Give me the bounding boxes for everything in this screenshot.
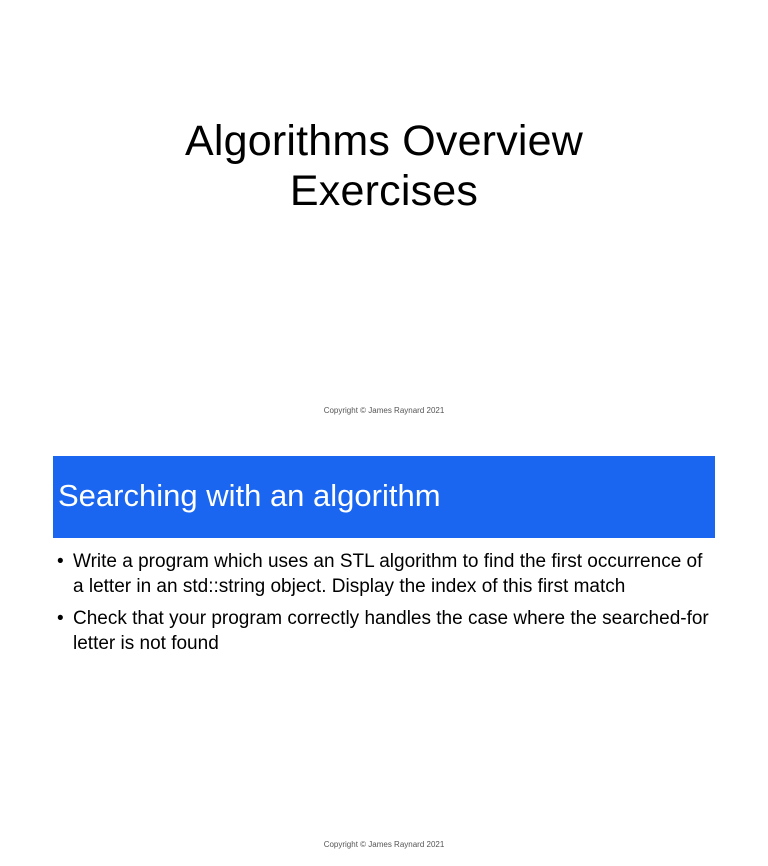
heading-banner [53,456,715,538]
list-item [57,550,717,599]
bullet-list [57,550,717,664]
bullet-dot-icon: • [57,551,64,572]
slide-title-heading [0,116,768,216]
copyright-footer: Copyright © James Raynard 2021 [323,840,445,849]
bullet-dot-icon: • [57,608,64,629]
slide-exercise [0,433,768,866]
title-line-1: Algorithms Overview [184,117,584,165]
list-item [57,607,717,656]
copyright-footer: Copyright © James Raynard 2021 [323,406,445,415]
bullet-text: Check that your program correctly handles the case where the searched-for letter is not found [73,608,709,654]
title-line-2: Exercises [289,167,479,215]
slide-heading: Searching with an algorithm [58,478,441,513]
bullet-text: Write a program which uses an STL algorithm to find the first occurrence of a letter in an std::string object. Display the index of this first match [73,551,703,597]
